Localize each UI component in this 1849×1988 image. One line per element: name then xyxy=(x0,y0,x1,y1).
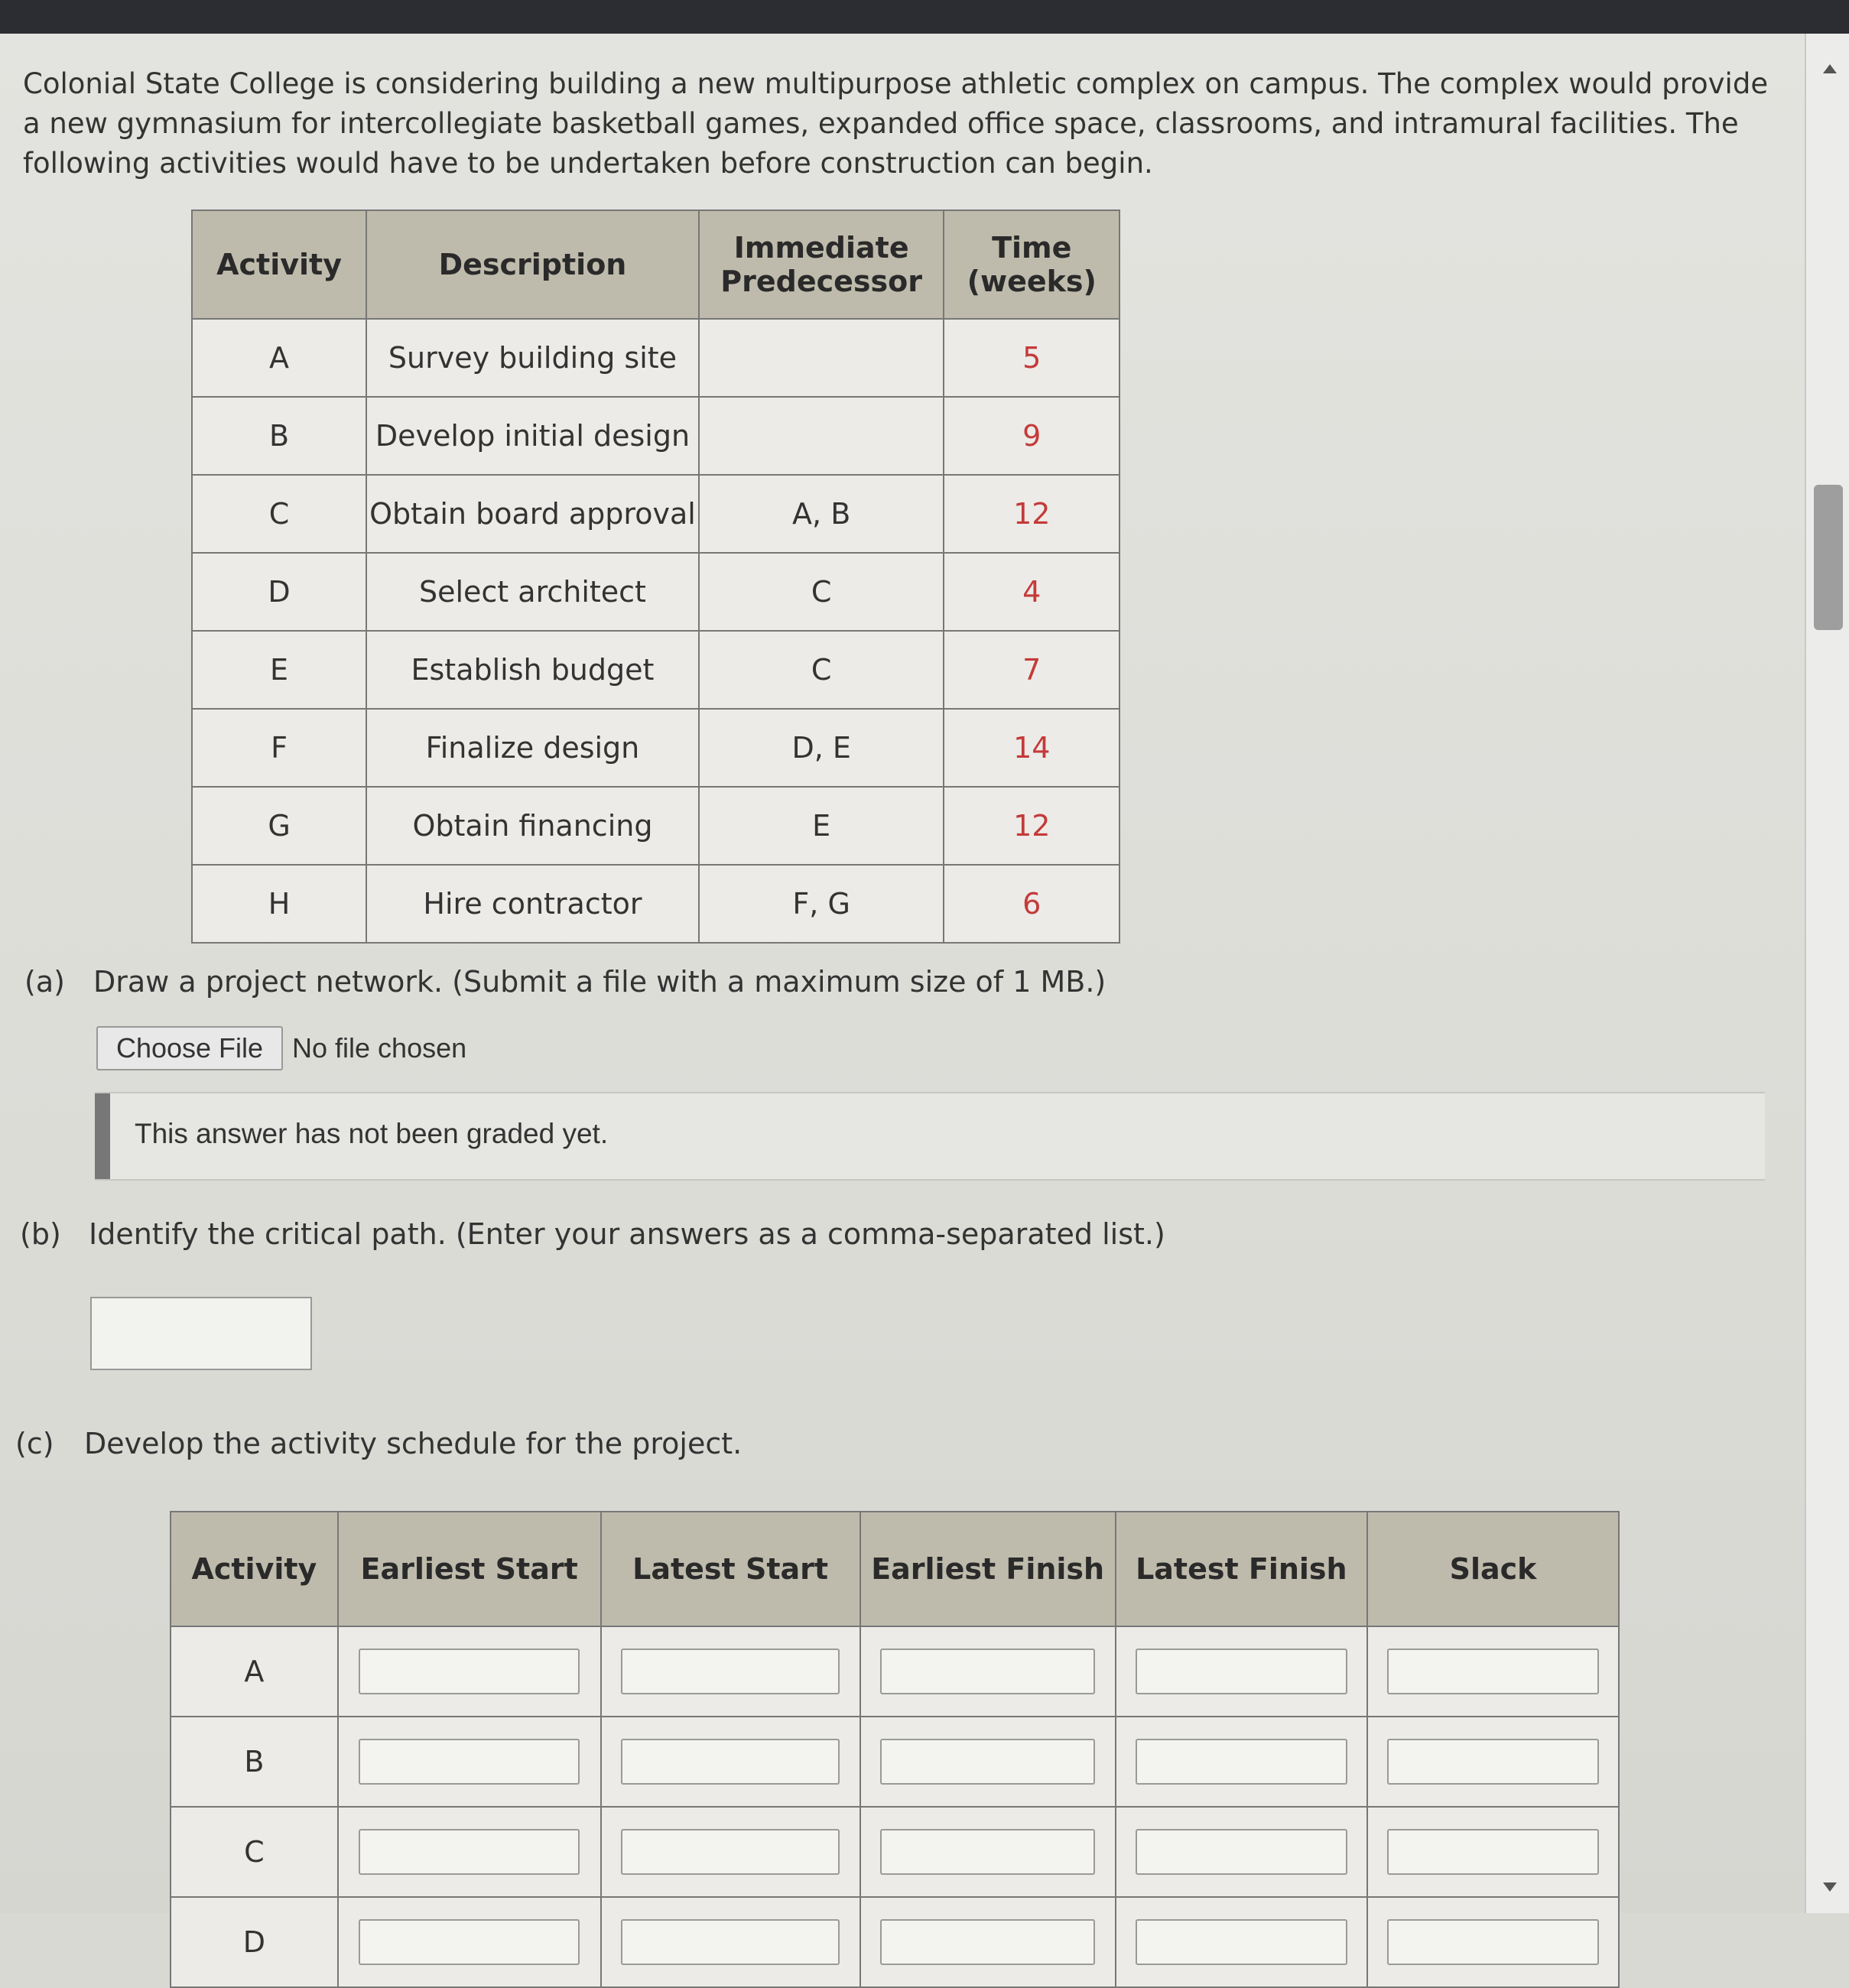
latest-start-input[interactable] xyxy=(621,1829,840,1875)
graded-notice xyxy=(95,1092,1765,1181)
time-cell: 6 xyxy=(944,865,1119,943)
time-cell: 12 xyxy=(944,475,1119,553)
latest-finish-input[interactable] xyxy=(1136,1649,1347,1694)
latest-start-cell xyxy=(601,1807,860,1897)
earliest-finish-input[interactable] xyxy=(880,1739,1095,1785)
latest-finish-input[interactable] xyxy=(1136,1739,1347,1785)
earliest-finish-cell xyxy=(860,1807,1116,1897)
schedule-row xyxy=(171,1626,1619,1717)
header-earliest-finish: Earliest Finish xyxy=(860,1512,1116,1626)
latest-start-cell xyxy=(601,1717,860,1807)
part-b-text: Identify the critical path. (Enter your answers as a comma-separated list.) xyxy=(89,1217,1165,1251)
header-latest-finish: Latest Finish xyxy=(1116,1512,1367,1626)
predecessor-cell: A, B xyxy=(699,475,944,553)
earliest-start-cell xyxy=(338,1897,601,1987)
header-slack: Slack xyxy=(1367,1512,1619,1626)
time-cell: 4 xyxy=(944,553,1119,631)
predecessor-cell: E xyxy=(699,787,944,865)
activity-cell: B xyxy=(171,1717,338,1807)
description-cell: Obtain board approval xyxy=(366,475,699,553)
predecessor-cell: C xyxy=(699,631,944,709)
graded-notice-text: This answer has not been graded yet. xyxy=(135,1118,609,1149)
slack-cell xyxy=(1367,1897,1619,1987)
activity-cell: F xyxy=(192,709,366,787)
latest-finish-input[interactable] xyxy=(1136,1829,1347,1875)
activity-cell: G xyxy=(192,787,366,865)
earliest-start-input[interactable] xyxy=(359,1739,580,1785)
activity-cell: C xyxy=(192,475,366,553)
part-a-text: Draw a project network. (Submit a file with a maximum size of 1 MB.) xyxy=(93,965,1106,999)
earliest-finish-cell xyxy=(860,1626,1116,1717)
activity-cell: D xyxy=(171,1897,338,1987)
latest-start-cell xyxy=(601,1626,860,1717)
slack-cell xyxy=(1367,1807,1619,1897)
earliest-start-input[interactable] xyxy=(359,1649,580,1694)
question-content xyxy=(0,34,1805,1959)
predecessor-cell: C xyxy=(699,553,944,631)
earliest-finish-cell xyxy=(860,1717,1116,1807)
table-row xyxy=(192,319,1119,397)
part-b-prompt xyxy=(20,1217,1165,1251)
latest-start-input[interactable] xyxy=(621,1649,840,1694)
header-time: Time (weeks) xyxy=(944,210,1119,319)
earliest-finish-input[interactable] xyxy=(880,1919,1095,1965)
slack-input[interactable] xyxy=(1387,1739,1599,1785)
scroll-down-icon[interactable] xyxy=(1823,1882,1837,1892)
slack-input[interactable] xyxy=(1387,1919,1599,1965)
table-row xyxy=(192,397,1119,475)
slack-cell xyxy=(1367,1626,1619,1717)
activity-table xyxy=(191,210,1120,944)
activity-cell: B xyxy=(192,397,366,475)
description-cell: Obtain financing xyxy=(366,787,699,865)
header-activity: Activity xyxy=(171,1512,338,1626)
table-row xyxy=(192,787,1119,865)
file-status-text: No file chosen xyxy=(292,1032,467,1064)
predecessor-cell: F, G xyxy=(699,865,944,943)
description-cell: Finalize design xyxy=(366,709,699,787)
schedule-row xyxy=(171,1717,1619,1807)
description-cell: Develop initial design xyxy=(366,397,699,475)
table-row xyxy=(192,553,1119,631)
header-earliest-start: Earliest Start xyxy=(338,1512,601,1626)
activity-cell: E xyxy=(192,631,366,709)
description-cell: Survey building site xyxy=(366,319,699,397)
predecessor-cell xyxy=(699,319,944,397)
latest-finish-cell xyxy=(1116,1807,1367,1897)
vertical-scrollbar[interactable] xyxy=(1805,34,1849,1913)
header-activity: Activity xyxy=(192,210,366,319)
table-row xyxy=(192,709,1119,787)
schedule-row xyxy=(171,1897,1619,1987)
part-c-text: Develop the activity schedule for the project. xyxy=(84,1427,743,1460)
predecessor-cell xyxy=(699,397,944,475)
part-b-tag: (b) xyxy=(20,1217,61,1251)
choose-file-button[interactable]: Choose File xyxy=(96,1026,283,1070)
predecessor-cell: D, E xyxy=(699,709,944,787)
part-c-tag: (c) xyxy=(15,1427,54,1460)
window-top-bar xyxy=(0,0,1849,34)
part-a-tag: (a) xyxy=(24,965,65,999)
table-row xyxy=(192,631,1119,709)
earliest-finish-input[interactable] xyxy=(880,1829,1095,1875)
earliest-start-cell xyxy=(338,1807,601,1897)
scroll-up-icon[interactable] xyxy=(1823,64,1837,73)
earliest-finish-input[interactable] xyxy=(880,1649,1095,1694)
earliest-start-cell xyxy=(338,1717,601,1807)
activity-cell: H xyxy=(192,865,366,943)
slack-input[interactable] xyxy=(1387,1649,1599,1694)
schedule-row xyxy=(171,1807,1619,1897)
table-row xyxy=(192,865,1119,943)
latest-finish-cell xyxy=(1116,1717,1367,1807)
latest-start-input[interactable] xyxy=(621,1739,840,1785)
latest-finish-input[interactable] xyxy=(1136,1919,1347,1965)
earliest-finish-cell xyxy=(860,1897,1116,1987)
latest-finish-cell xyxy=(1116,1626,1367,1717)
slack-cell xyxy=(1367,1717,1619,1807)
activity-cell: A xyxy=(192,319,366,397)
latest-finish-cell xyxy=(1116,1897,1367,1987)
scrollbar-thumb[interactable] xyxy=(1814,485,1843,630)
activity-cell: D xyxy=(192,553,366,631)
time-cell: 12 xyxy=(944,787,1119,865)
critical-path-input[interactable] xyxy=(90,1297,312,1370)
latest-start-cell xyxy=(601,1897,860,1987)
time-cell: 14 xyxy=(944,709,1119,787)
table-row xyxy=(192,475,1119,553)
time-cell: 5 xyxy=(944,319,1119,397)
activity-cell: A xyxy=(171,1626,338,1717)
latest-start-input[interactable] xyxy=(621,1919,840,1965)
slack-input[interactable] xyxy=(1387,1829,1599,1875)
header-latest-start: Latest Start xyxy=(601,1512,860,1626)
earliest-start-input[interactable] xyxy=(359,1829,580,1875)
description-cell: Select architect xyxy=(366,553,699,631)
schedule-table xyxy=(170,1511,1620,1988)
header-description: Description xyxy=(366,210,699,319)
part-a-prompt xyxy=(24,965,1106,999)
header-predecessor: Immediate Predecessor xyxy=(699,210,944,319)
notice-accent-bar xyxy=(95,1093,110,1179)
part-c-prompt xyxy=(15,1427,742,1460)
time-cell: 9 xyxy=(944,397,1119,475)
activity-cell: C xyxy=(171,1807,338,1897)
description-cell: Hire contractor xyxy=(366,865,699,943)
time-cell: 7 xyxy=(944,631,1119,709)
question-intro: Colonial State College is considering building a new multipurpose athletic complex on campus. The complex would provide a new gymnasium for intercollegiate basketball games, expanded office space, classrooms, and intramural facilities. The following activities would have to be undertaken before construction can begin. xyxy=(23,67,1769,180)
earliest-start-cell xyxy=(338,1626,601,1717)
description-cell: Establish budget xyxy=(366,631,699,709)
earliest-start-input[interactable] xyxy=(359,1919,580,1965)
